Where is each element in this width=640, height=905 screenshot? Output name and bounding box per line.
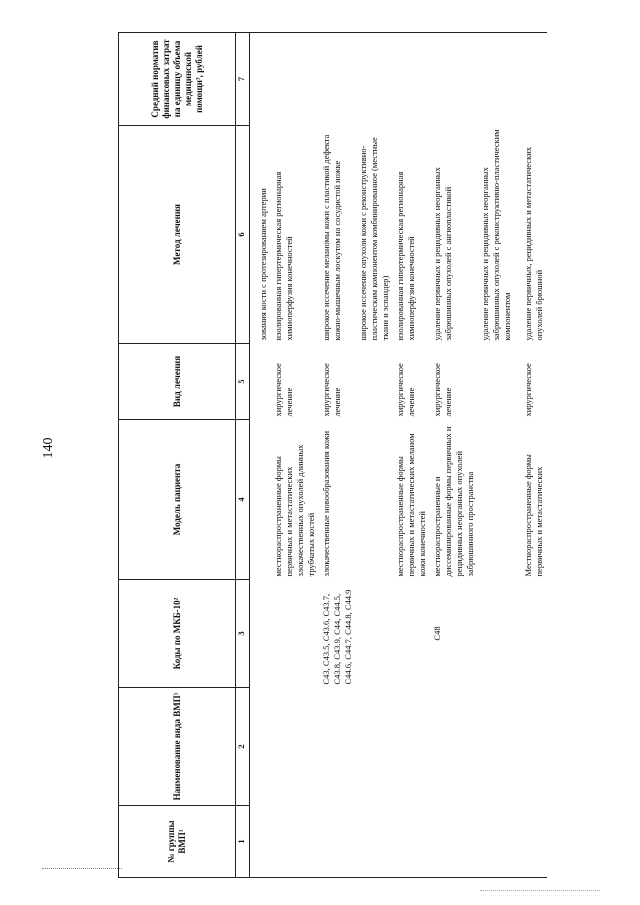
cell-patient-model: злокачественные новообразования кожи [321, 430, 331, 577]
cell-group-number [393, 806, 430, 878]
column-number: 2 [236, 688, 250, 806]
header-treatment-method: Метод лечения [119, 126, 236, 344]
cell-cost-norm [521, 33, 547, 126]
cell-treatment-method: изолированная гипертермическая регионарная химиоперфузия конечностей [273, 171, 294, 341]
cell-group-number [356, 806, 393, 878]
header-vmp-type: Наименование вида ВМП¹ [119, 688, 236, 806]
cell-group-number [478, 806, 515, 878]
column-number-row [236, 33, 250, 878]
cell-cost-norm [478, 33, 515, 126]
cell-patient-model: местнораспространенные и диссеминированные формы первичных и рецидивных неорганных опухолей забрюшинного пространства [432, 426, 475, 577]
cell-vmp-type [393, 688, 430, 806]
cell-vmp-type [356, 688, 393, 806]
cell-patient-model [356, 420, 393, 580]
cell-vmp-type [430, 688, 478, 806]
cell-patient-model [478, 420, 515, 580]
cell-group-number [521, 806, 547, 878]
table-row [521, 33, 547, 878]
header-treatment-type: Вид лечения [119, 344, 236, 420]
column-number: 1 [236, 806, 250, 878]
cell-icd-codes: C43, C43.5, C43.6, C43.7, C43.8, C43.9, C44, C44.5, C44.6, C44.7, C44.8, C44.9 [321, 589, 353, 685]
cell-cost-norm [271, 33, 319, 126]
cell-icd-codes [356, 580, 393, 688]
header-patient-model: Модель пациента [119, 420, 236, 580]
cell-treatment-method: зования кости с протезированием артерии [258, 188, 268, 341]
cell-patient-model: местнораспространенные формы первичных и метастатических меланом кожи конечностей [395, 433, 427, 577]
cell-treatment-method: удаление первичных и рецидивных неорганных забрюшинных опухолей с реконструктивно-пластическим компонентом [480, 129, 512, 341]
table-row [430, 33, 478, 878]
cell-treatment-method: изолированная гипертермическая регионарная химиоперфузия конечностей [395, 171, 416, 341]
cell-group-number [430, 806, 478, 878]
footnote-separator [42, 868, 122, 869]
cell-treatment-method: широкое иссечение меланомы кожи с пластикой дефекта кожно-мышечным лоскутом на сосудистой ножке [321, 134, 342, 341]
cell-icd-codes [478, 580, 515, 688]
scan-artifact-line [480, 890, 600, 891]
cell-group-number [319, 806, 356, 878]
cell-vmp-type [521, 688, 547, 806]
table-row [393, 33, 430, 878]
cell-vmp-type [271, 688, 319, 806]
cell-patient-model [256, 420, 271, 580]
cell-cost-norm [393, 33, 430, 126]
page-number: 140 [41, 437, 56, 459]
cell-treatment-type: хирургическое лечение [432, 363, 453, 417]
cell-patient-model: Местнораспространенные формы первичных и метастатических [523, 454, 544, 577]
cell-vmp-type [256, 688, 271, 806]
cell-cost-norm [356, 33, 393, 126]
cell-patient-model: местнораспространенные формы первичных и метастатических злокачественных опухолей длинных трубчатых костей [273, 444, 316, 577]
header-group-number: № группы ВМП¹ [119, 806, 236, 878]
table-row [478, 33, 515, 878]
column-number: 3 [236, 580, 250, 688]
cell-cost-norm [430, 33, 478, 126]
table-row [271, 33, 319, 878]
cell-treatment-type [256, 344, 271, 420]
cell-cost-norm [256, 33, 271, 126]
column-number: 6 [236, 126, 250, 344]
column-number: 4 [236, 420, 250, 580]
table-row [356, 33, 393, 878]
cell-icd-codes [521, 580, 547, 688]
cell-treatment-type: хирургическое [523, 363, 533, 417]
column-number: 5 [236, 344, 250, 420]
treatment-table [118, 32, 547, 878]
table-header-row [119, 33, 236, 878]
table-row [256, 33, 271, 878]
cell-treatment-method: удаление первичных, рецидивных и метастатических опухолей брюшной [523, 147, 544, 341]
cell-group-number [256, 806, 271, 878]
cell-icd-codes [393, 580, 430, 688]
cell-icd-codes: C48 [432, 626, 442, 641]
cell-vmp-type [319, 688, 356, 806]
header-cost-norm: Средний норматив финансовых затрат на единицу объема медицинской помощи³, рублей [119, 33, 236, 126]
cell-vmp-type [478, 688, 515, 806]
rotated-table-wrapper [118, 33, 618, 878]
cell-cost-norm [319, 33, 356, 126]
header-icd-codes: Коды по МКБ-10² [119, 580, 236, 688]
cell-treatment-type: хирургическое лечение [395, 363, 416, 417]
cell-treatment-type: хирургическое лечение [321, 363, 342, 417]
cell-treatment-type: хирургическое лечение [273, 363, 294, 417]
cell-icd-codes [271, 580, 319, 688]
cell-group-number [271, 806, 319, 878]
column-number: 7 [236, 33, 250, 126]
cell-treatment-type [478, 344, 515, 420]
table-row [319, 33, 356, 878]
cell-treatment-method: удаление первичных и рецидивных неорганных забрюшинных опухолей с ангиопластикой [432, 167, 453, 341]
cell-icd-codes [256, 580, 271, 688]
cell-treatment-method: широкое иссечение опухоли кожи с реконструктивно-пластическим компонентом комбинированное (местные ткани и эспандер) [358, 137, 390, 341]
cell-treatment-type [356, 344, 393, 420]
